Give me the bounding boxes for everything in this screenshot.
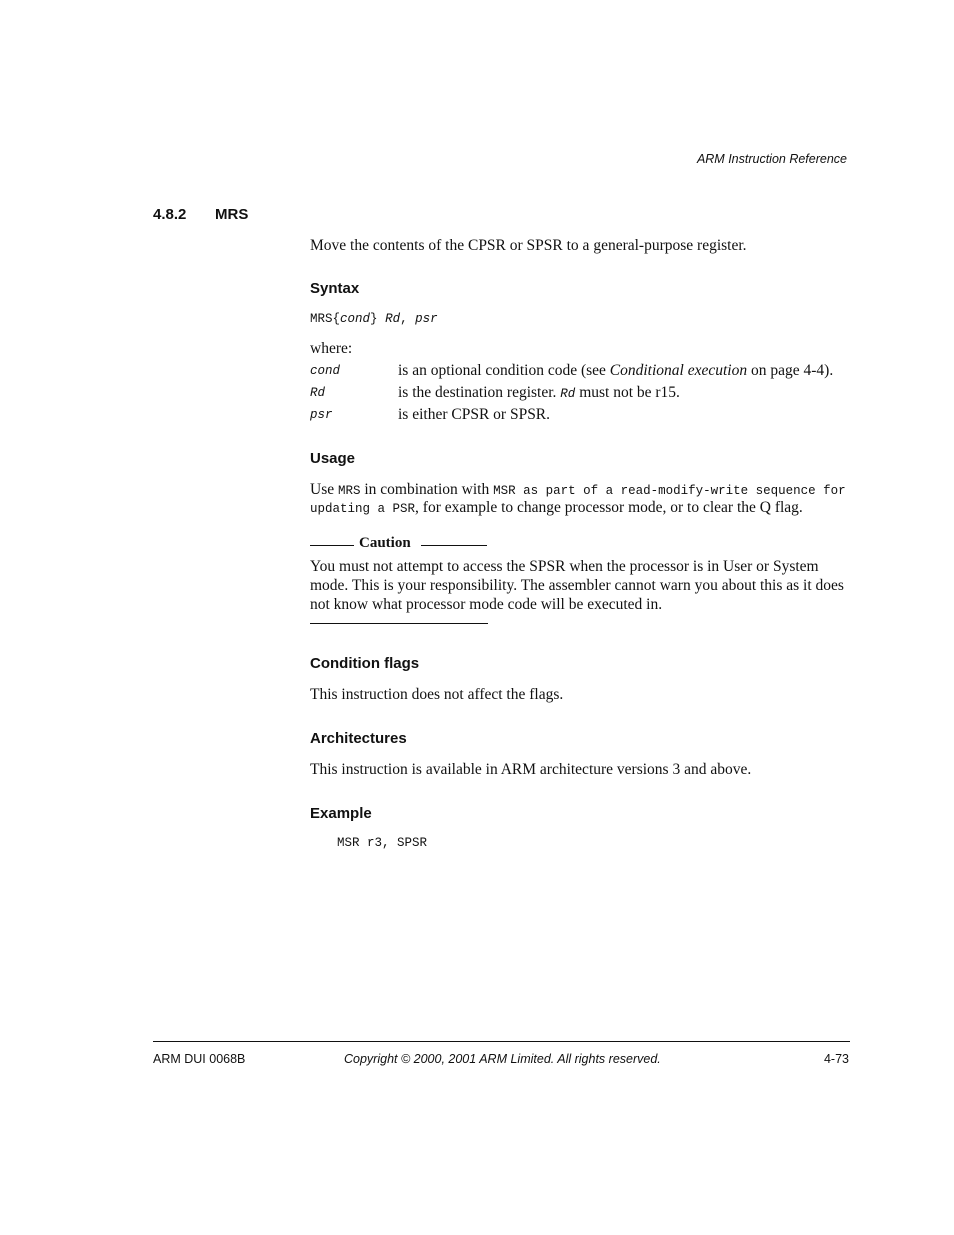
architectures-heading: Architectures [310,730,407,747]
footer-rule [153,1041,850,1042]
param-desc-psr: is either CPSR or SPSR. [398,406,551,423]
inline-code-rd: Rd [560,387,576,401]
inline-code-psr: updating a PSR [310,502,416,516]
usage-heading: Usage [310,450,356,467]
caution-rule-bottom [310,623,488,624]
syntax-line [310,312,438,326]
syntax-comma: , [400,312,408,326]
usage-line-1 [310,481,846,499]
section-title: MRS [215,206,249,223]
inline-code-mrs: MRS [337,484,361,498]
param-desc-text: on page 4-4). [747,362,834,379]
running-header: ARM Instruction Reference [696,152,847,166]
usage-text: in combination with [360,481,494,498]
param-desc-text: must not be r15. [575,384,680,401]
param-desc-cond [398,362,833,380]
example-heading: Example [310,805,372,822]
usage-line-2 [310,499,803,517]
section-number: 4.8.2 [153,206,187,223]
condition-flags-heading: Condition flags [310,655,420,672]
cross-reference-link[interactable]: Conditional execution [609,362,748,379]
param-name-cond: cond [310,364,341,378]
param-name-psr: psr [310,408,333,422]
caution-rule-right [421,545,487,546]
syntax-cond: cond [340,312,371,326]
syntax-prefix: MRS{ [310,312,341,326]
intro-paragraph: Move the contents of the CPSR or SPSR to a general-purpose register. [310,237,747,254]
syntax-rd: Rd [385,312,401,326]
architectures-text: This instruction is available in ARM architecture versions 3 and above. [310,761,752,778]
caution-rule-left [310,545,354,546]
syntax-heading: Syntax [310,280,360,297]
param-desc-text: is an optional condition code (see [398,362,610,379]
param-desc-text: is the destination register. [398,384,561,401]
param-desc-rd [398,384,680,402]
usage-text: , for example to change processor mode, or to clear the Q flag. [415,499,803,516]
inline-code-msr: MSR as part of a read-modify-write sequence for [493,484,846,498]
example-code: MSR r3, SPSR [337,836,428,850]
caution-text: You must not attempt to access the SPSR when the processor is in User or System mode. This is your responsibility. The assembler cannot warn you about this as it does not know what processor mode code will be executed in. [310,558,844,613]
footer-page-number: 4-73 [823,1052,849,1066]
footer-copyright: Copyright © 2000, 2001 ARM Limited. All rights reserved. [344,1052,661,1066]
condition-flags-text: This instruction does not affect the flags. [310,686,564,703]
param-name-rd: Rd [310,386,326,400]
syntax-brace: } [370,312,378,326]
usage-text: Use [310,481,338,498]
footer-doc-id: ARM DUI 0068B [153,1052,246,1066]
caution-label: Caution [359,535,411,551]
syntax-psr: psr [415,312,438,326]
where-label: where: [310,340,353,357]
